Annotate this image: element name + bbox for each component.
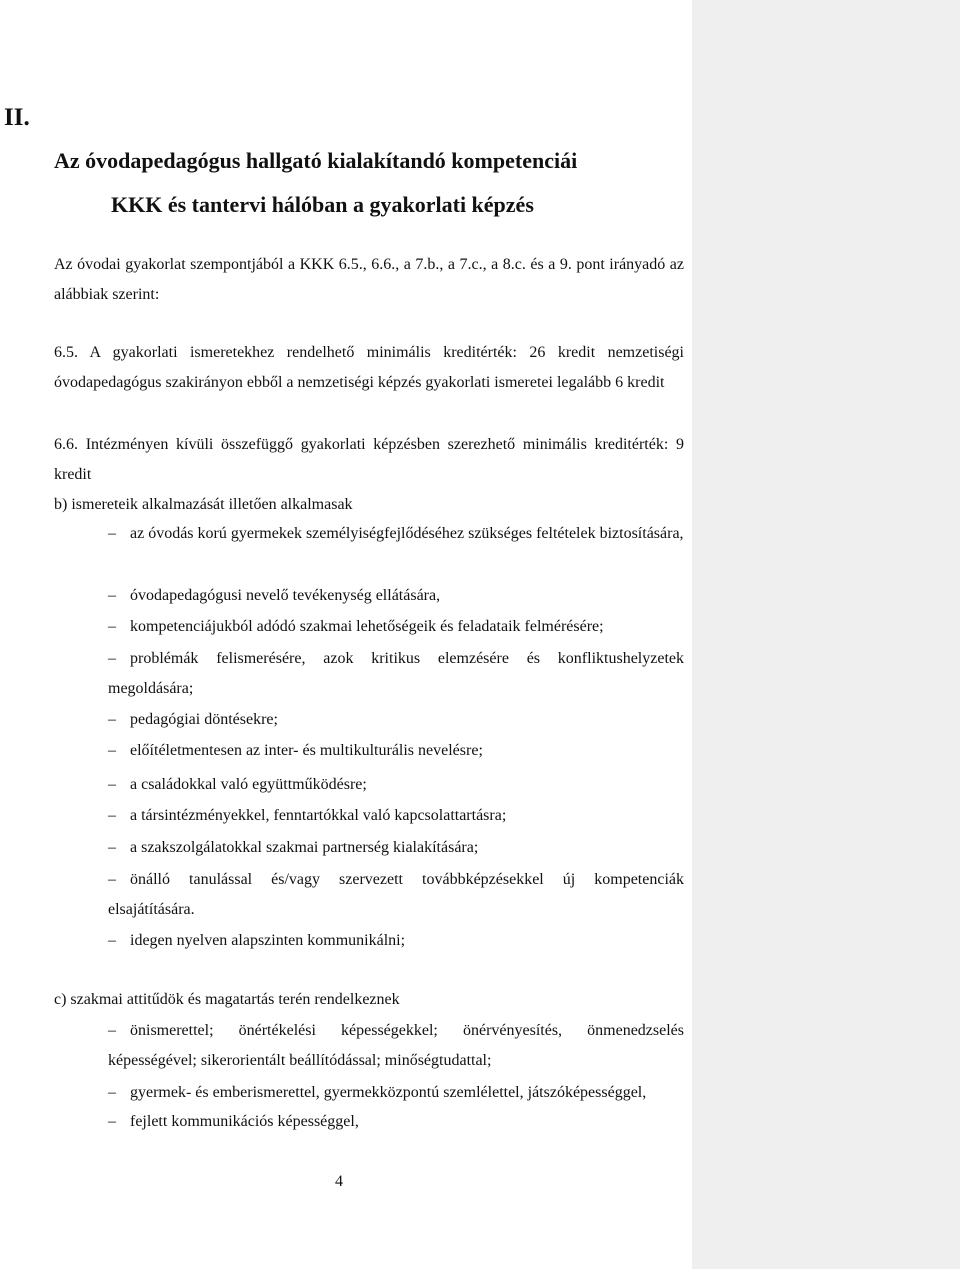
list-item-text: önismerettel; önértékelési képességekkel; önérvényesítés, önmenedzselés képességével; sikerorientált beállítódással; minőségtudattal; <box>108 1022 684 1069</box>
list-item-text: a társintézményekkel, fenntartókkal való kapcsolattartásra; <box>130 807 507 824</box>
dash-bullet: – <box>108 525 116 542</box>
dash-bullet: – <box>108 839 116 856</box>
dash-bullet: – <box>108 650 116 667</box>
list-item-text: a családokkal való együttműködésre; <box>130 776 367 793</box>
list-item-text: fejlett kommunikációs képességgel, <box>130 1113 359 1130</box>
c-list-heading: c) szakmai attitűdök és magatartás terén rendelkeznek <box>54 991 400 1008</box>
list-item <box>108 612 684 642</box>
list-item <box>108 581 684 611</box>
list-item <box>108 1016 684 1076</box>
b-list-heading: b) ismereteik alkalmazását illetően alkalmasak <box>54 496 353 513</box>
list-item-text: pedagógiai döntésekre; <box>130 711 278 728</box>
list-item <box>108 1107 684 1137</box>
comment-margin-pane <box>692 0 960 1269</box>
dash-bullet: – <box>108 711 116 728</box>
section-6-6-paragraph: 6.6. Intézményen kívüli összefüggő gyakorlati képzésben szerezhető minimális kreditérték: 9 kredit <box>54 436 684 483</box>
dash-bullet: – <box>108 932 116 949</box>
section-number: II. <box>4 104 30 131</box>
list-item <box>108 736 684 766</box>
page-title: Az óvodapedagógus hallgató kialakítandó kompetenciái <box>54 148 578 173</box>
dash-bullet: – <box>108 618 116 635</box>
dash-bullet: – <box>108 807 116 824</box>
list-item <box>108 644 684 704</box>
list-item-text: óvodapedagógusi nevelő tevékenység ellátására, <box>130 587 441 604</box>
list-item <box>108 801 684 831</box>
list-item-text: a szakszolgálatokkal szakmai partnerség kialakítására; <box>130 839 479 856</box>
list-item <box>108 865 684 925</box>
dash-bullet: – <box>108 587 116 604</box>
dash-bullet: – <box>108 1084 116 1101</box>
list-item <box>108 833 684 863</box>
list-item <box>108 926 684 956</box>
section-6-5-paragraph: 6.5. A gyakorlati ismeretekhez rendelhető minimális kreditérték: 26 kredit nemzetiségi óvodapedagógus szakirányon ebből a nemzetiségi képzés gyakorlati ismeretei legalább 6 kredit <box>54 344 684 391</box>
page-number: 4 <box>335 1173 343 1190</box>
list-item-text: problémák felismerésére, azok kritikus elemzésére és konfliktushelyzetek megoldására; <box>108 650 684 697</box>
list-item <box>108 705 684 735</box>
dash-bullet: – <box>108 1022 116 1039</box>
list-item-text: az óvodás korú gyermekek személyiségfejlődéséhez szükséges feltételek biztosítására, <box>130 525 684 542</box>
intro-paragraph: Az óvodai gyakorlat szempontjából a KKK 6.5., 6.6., a 7.b., a 7.c., a 8.c. és a 9. pont irányadó az alábbiak szerint: <box>54 256 684 303</box>
list-item-text: önálló tanulással és/vagy szervezett továbbképzésekkel új kompetenciák elsajátítására. <box>108 871 684 918</box>
list-item-text: idegen nyelven alapszinten kommunikálni; <box>130 932 406 949</box>
dash-bullet: – <box>108 742 116 759</box>
list-item <box>108 519 684 549</box>
page-subtitle: KKK és tantervi hálóban a gyakorlati képzés <box>111 192 534 217</box>
list-item <box>108 1078 684 1108</box>
list-item-text: gyermek- és emberismerettel, gyermekközpontú szemlélettel, játszóképességgel, <box>130 1084 647 1101</box>
dash-bullet: – <box>108 776 116 793</box>
list-item-text: kompetenciájukból adódó szakmai lehetőségeik és feladataik felmérésére; <box>130 618 604 635</box>
dash-bullet: – <box>108 871 116 888</box>
list-item <box>108 770 684 800</box>
dash-bullet: – <box>108 1113 116 1130</box>
list-item-text: előítéletmentesen az inter- és multikulturális nevelésre; <box>130 742 483 759</box>
